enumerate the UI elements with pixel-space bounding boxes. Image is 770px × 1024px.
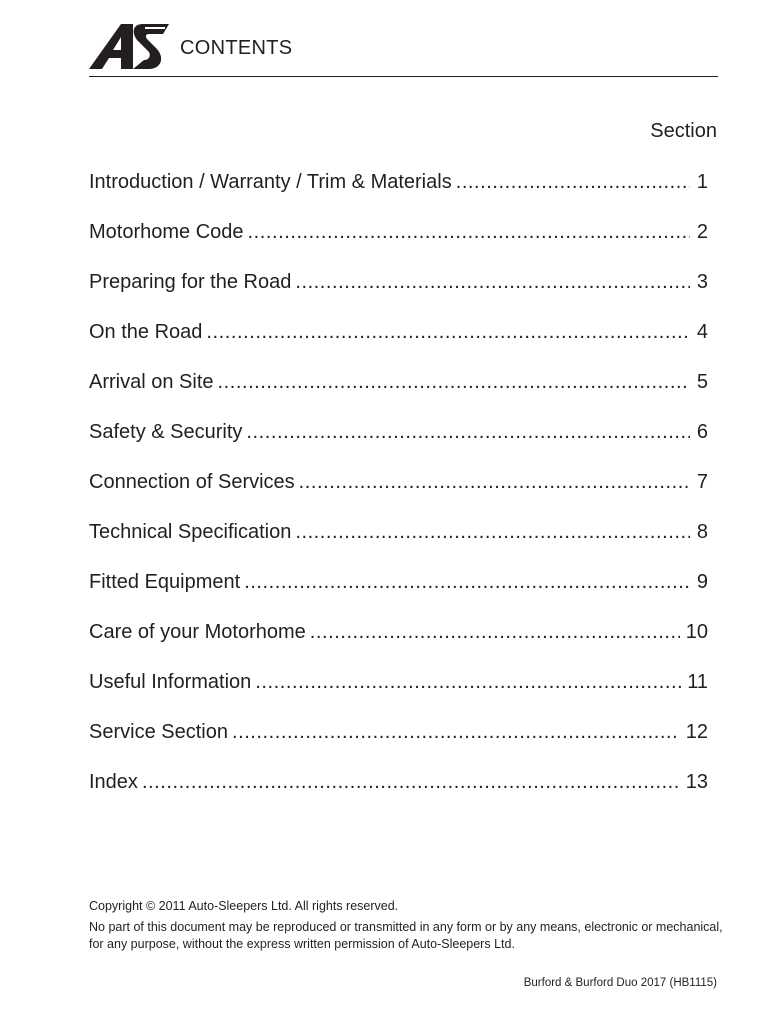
document-reference: Burford & Burford Duo 2017 (HB1115) [523, 977, 717, 989]
dot-leader [295, 520, 690, 544]
toc-entry-section-number: 6 [696, 421, 708, 443]
dot-leader [299, 470, 690, 494]
toc-entry-section-number: 9 [696, 571, 708, 593]
toc-entry-title: Safety & Security [89, 421, 243, 443]
toc-entry-title: Motorhome Code [89, 221, 244, 243]
toc-entry[interactable] [89, 170, 708, 220]
toc-entry-section-number: 5 [696, 371, 708, 393]
toc-entry-title: Connection of Services [89, 471, 295, 493]
toc-entry-section-number: 4 [696, 321, 708, 343]
toc-entry[interactable] [89, 520, 708, 570]
auto-sleepers-logo-icon [89, 22, 171, 70]
toc-entry-section-number: 3 [696, 271, 708, 293]
toc-entry[interactable] [89, 220, 708, 270]
toc-entry-title: Preparing for the Road [89, 271, 292, 293]
toc-entry[interactable] [89, 720, 708, 770]
toc-entry-section-number: 8 [696, 521, 708, 543]
header-divider [89, 76, 718, 77]
toc-entry[interactable] [89, 370, 708, 420]
toc-entry-title: Introduction / Warranty / Trim & Materials [89, 171, 452, 193]
toc-entry-title: Useful Information [89, 671, 252, 693]
copyright-notice: Copyright © 2011 Auto-Sleepers Ltd. All rights reserved. [89, 899, 399, 913]
dot-leader [295, 270, 690, 294]
page-title: CONTENTS [180, 37, 293, 59]
toc-entry[interactable] [89, 570, 708, 620]
toc-entry-title: Service Section [89, 721, 228, 743]
toc-entry-section-number: 13 [685, 771, 708, 793]
toc-entry-title: Index [89, 771, 138, 793]
dot-leader [244, 570, 690, 594]
dot-leader [142, 770, 680, 794]
toc-entry[interactable] [89, 470, 708, 520]
reproduction-notice: No part of this document may be reproduced or transmitted in any form or by any means, electronic or mechanical, for any purpose, without the express written permission of Auto-Sleepers Ltd. [89, 920, 723, 951]
table-of-contents [89, 170, 708, 820]
toc-entry-section-number: 1 [696, 171, 708, 193]
dot-leader [248, 220, 690, 244]
toc-entry-section-number: 10 [685, 621, 708, 643]
toc-entry-title: Care of your Motorhome [89, 621, 306, 643]
toc-entry-title: Technical Specification [89, 521, 292, 543]
toc-entry-title: Fitted Equipment [89, 571, 241, 593]
toc-entry-section-number: 2 [696, 221, 708, 243]
dot-leader [218, 370, 691, 394]
toc-entry[interactable] [89, 270, 708, 320]
dot-leader [206, 320, 690, 344]
dot-leader [310, 620, 680, 644]
toc-entry[interactable] [89, 320, 708, 370]
dot-leader [232, 720, 680, 744]
toc-entry-section-number: 11 [687, 671, 708, 693]
toc-entry-title: On the Road [89, 321, 203, 343]
dot-leader [255, 670, 681, 694]
toc-entry-section-number: 7 [696, 471, 708, 493]
toc-entry-section-number: 12 [685, 721, 708, 743]
section-column-heading: Section [650, 120, 717, 142]
toc-entry-title: Arrival on Site [89, 371, 214, 393]
toc-entry[interactable] [89, 420, 708, 470]
toc-entry[interactable] [89, 670, 708, 720]
dot-leader [456, 170, 690, 194]
toc-entry[interactable] [89, 620, 708, 670]
toc-entry[interactable] [89, 770, 708, 820]
dot-leader [246, 420, 690, 444]
